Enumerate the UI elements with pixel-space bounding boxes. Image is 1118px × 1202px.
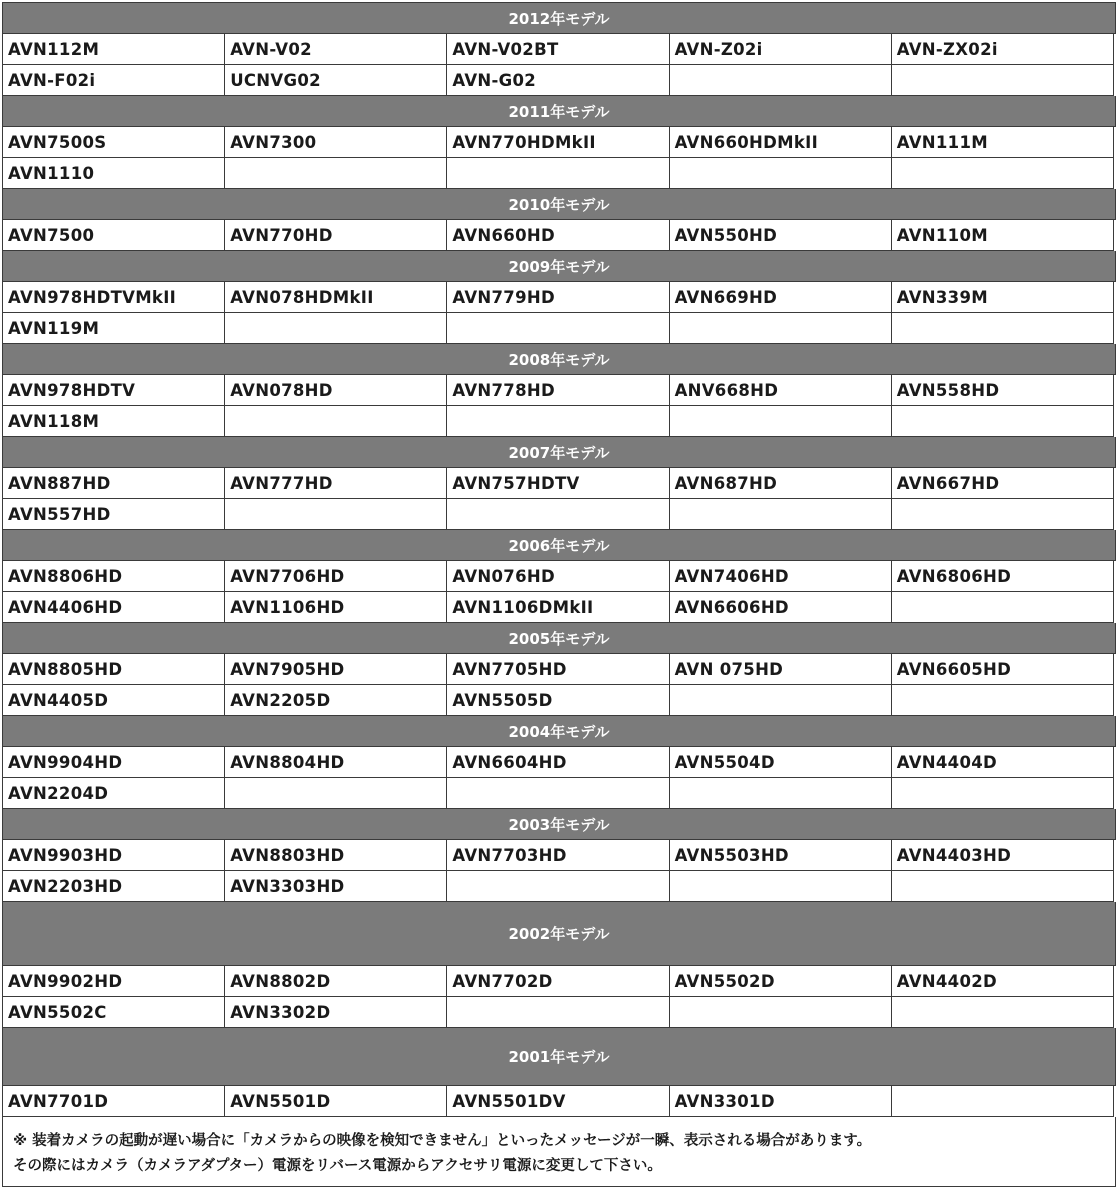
section-header: 2007年モデル: [3, 437, 1116, 468]
empty-cell: [892, 592, 1114, 623]
model-cell: AVN-ZX02i: [892, 34, 1114, 65]
model-cell: AVN4404D: [892, 747, 1114, 778]
model-cell: AVN4402D: [892, 966, 1114, 997]
model-row: [3, 1086, 1116, 1117]
model-row: [3, 685, 1116, 716]
model-row: [3, 654, 1116, 685]
model-cell: AVN-V02: [225, 34, 447, 65]
model-row: [3, 34, 1116, 65]
model-cell: AVN8804HD: [225, 747, 447, 778]
model-row: [3, 313, 1116, 344]
empty-cell: [447, 406, 669, 437]
empty-cell: [892, 313, 1114, 344]
model-cell: AVN1106DMkII: [447, 592, 669, 623]
model-row: [3, 840, 1116, 871]
model-cell: AVN3301D: [670, 1086, 892, 1117]
section-header: 2009年モデル: [3, 251, 1116, 282]
model-row: [3, 966, 1116, 997]
empty-cell: [670, 313, 892, 344]
section-header: 2001年モデル: [3, 1028, 1116, 1086]
empty-cell: [670, 406, 892, 437]
empty-cell: [670, 997, 892, 1028]
model-cell: AVN076HD: [447, 561, 669, 592]
model-cell: AVN-F02i: [3, 65, 225, 96]
model-cell: AVN8803HD: [225, 840, 447, 871]
model-cell: AVN-Z02i: [670, 34, 892, 65]
model-cell: AVN5505D: [447, 685, 669, 716]
model-row: [3, 747, 1116, 778]
model-cell: AVN3302D: [225, 997, 447, 1028]
model-compatibility-table: [2, 2, 1116, 1187]
model-cell: AVN887HD: [3, 468, 225, 499]
empty-cell: [670, 778, 892, 809]
empty-cell: [670, 871, 892, 902]
model-cell: AVN5501DV: [447, 1086, 669, 1117]
model-cell: AVN110M: [892, 220, 1114, 251]
model-row: [3, 997, 1116, 1028]
model-row: [3, 220, 1116, 251]
model-cell: AVN1110: [3, 158, 225, 189]
note-box: [3, 1117, 1116, 1187]
model-cell: AVN7500S: [3, 127, 225, 158]
model-cell: AVN2203HD: [3, 871, 225, 902]
model-cell: AVN2204D: [3, 778, 225, 809]
empty-cell: [447, 313, 669, 344]
empty-cell: [447, 997, 669, 1028]
model-cell: AVN5504D: [670, 747, 892, 778]
model-cell: AVN5502D: [670, 966, 892, 997]
model-row: [3, 282, 1116, 313]
section-header: 2006年モデル: [3, 530, 1116, 561]
empty-cell: [892, 871, 1114, 902]
empty-cell: [225, 313, 447, 344]
model-cell: AVN7905HD: [225, 654, 447, 685]
empty-cell: [670, 499, 892, 530]
model-cell: AVN9903HD: [3, 840, 225, 871]
empty-cell: [447, 499, 669, 530]
model-cell: AVN7406HD: [670, 561, 892, 592]
model-cell: AVN6606HD: [670, 592, 892, 623]
model-cell: AVN078HD: [225, 375, 447, 406]
model-cell: AVN7702D: [447, 966, 669, 997]
model-cell: AVN7701D: [3, 1086, 225, 1117]
model-cell: AVN 075HD: [670, 654, 892, 685]
empty-cell: [892, 158, 1114, 189]
model-row: [3, 468, 1116, 499]
model-cell: AVN550HD: [670, 220, 892, 251]
model-cell: AVN779HD: [447, 282, 669, 313]
model-cell: AVN8806HD: [3, 561, 225, 592]
model-cell: AVN-V02BT: [447, 34, 669, 65]
model-cell: AVN339M: [892, 282, 1114, 313]
section-header: 2004年モデル: [3, 716, 1116, 747]
empty-cell: [670, 65, 892, 96]
model-row: [3, 158, 1116, 189]
empty-cell: [225, 158, 447, 189]
model-cell: UCNVG02: [225, 65, 447, 96]
section-header: 2005年モデル: [3, 623, 1116, 654]
model-cell: AVN557HD: [3, 499, 225, 530]
model-cell: AVN112M: [3, 34, 225, 65]
model-cell: AVN778HD: [447, 375, 669, 406]
model-cell: AVN5502C: [3, 997, 225, 1028]
section-header: 2003年モデル: [3, 809, 1116, 840]
model-cell: AVN8802D: [225, 966, 447, 997]
model-cell: AVN7500: [3, 220, 225, 251]
model-sections: [3, 3, 1116, 1117]
empty-cell: [225, 406, 447, 437]
model-cell: AVN118M: [3, 406, 225, 437]
model-row: [3, 499, 1116, 530]
empty-cell: [892, 65, 1114, 96]
model-cell: AVN777HD: [225, 468, 447, 499]
model-cell: AVN669HD: [670, 282, 892, 313]
model-row: [3, 65, 1116, 96]
empty-cell: [892, 1086, 1114, 1117]
model-cell: AVN770HDMkII: [447, 127, 669, 158]
model-cell: AVN-G02: [447, 65, 669, 96]
model-cell: AVN1106HD: [225, 592, 447, 623]
model-cell: AVN7706HD: [225, 561, 447, 592]
section-header: 2008年モデル: [3, 344, 1116, 375]
model-row: [3, 561, 1116, 592]
model-row: [3, 375, 1116, 406]
model-cell: AVN3303HD: [225, 871, 447, 902]
empty-cell: [892, 778, 1114, 809]
empty-cell: [892, 406, 1114, 437]
model-cell: AVN9904HD: [3, 747, 225, 778]
model-cell: AVN4403HD: [892, 840, 1114, 871]
empty-cell: [447, 158, 669, 189]
model-row: [3, 871, 1116, 902]
empty-cell: [892, 499, 1114, 530]
model-cell: AVN6806HD: [892, 561, 1114, 592]
model-cell: AVN5503HD: [670, 840, 892, 871]
model-cell: AVN7703HD: [447, 840, 669, 871]
model-cell: AVN2205D: [225, 685, 447, 716]
model-cell: AVN978HDTVMkII: [3, 282, 225, 313]
section-header: 2011年モデル: [3, 96, 1116, 127]
model-cell: AVN6605HD: [892, 654, 1114, 685]
model-cell: AVN660HDMkII: [670, 127, 892, 158]
model-row: [3, 406, 1116, 437]
section-header: 2010年モデル: [3, 189, 1116, 220]
model-row: [3, 778, 1116, 809]
model-cell: AVN7300: [225, 127, 447, 158]
model-cell: AVN687HD: [670, 468, 892, 499]
model-cell: AVN8805HD: [3, 654, 225, 685]
model-cell: AVN078HDMkII: [225, 282, 447, 313]
empty-cell: [447, 778, 669, 809]
empty-cell: [225, 778, 447, 809]
model-cell: AVN111M: [892, 127, 1114, 158]
note-line-1: ※ 装着カメラの起動が遅い場合に「カメラからの映像を検知できません」といったメッセージが一瞬、表示される場合があります。: [13, 1133, 872, 1149]
model-cell: AVN5501D: [225, 1086, 447, 1117]
model-cell: AVN978HDTV: [3, 375, 225, 406]
model-cell: ANV668HD: [670, 375, 892, 406]
model-cell: AVN119M: [3, 313, 225, 344]
empty-cell: [447, 871, 669, 902]
model-cell: AVN558HD: [892, 375, 1114, 406]
note-line-2: その際にはカメラ（カメラアダプター）電源をリバース電源からアクセサリ電源に変更して下さい。: [13, 1158, 662, 1174]
empty-cell: [225, 499, 447, 530]
model-cell: AVN7705HD: [447, 654, 669, 685]
model-cell: AVN6604HD: [447, 747, 669, 778]
empty-cell: [670, 685, 892, 716]
model-row: [3, 592, 1116, 623]
model-cell: AVN4405D: [3, 685, 225, 716]
section-header: 2002年モデル: [3, 902, 1116, 966]
empty-cell: [892, 997, 1114, 1028]
model-cell: AVN4406HD: [3, 592, 225, 623]
empty-cell: [670, 158, 892, 189]
model-cell: AVN660HD: [447, 220, 669, 251]
model-cell: AVN757HDTV: [447, 468, 669, 499]
model-cell: AVN770HD: [225, 220, 447, 251]
model-cell: AVN667HD: [892, 468, 1114, 499]
section-header: 2012年モデル: [3, 3, 1116, 34]
empty-cell: [892, 685, 1114, 716]
model-cell: AVN9902HD: [3, 966, 225, 997]
model-row: [3, 127, 1116, 158]
